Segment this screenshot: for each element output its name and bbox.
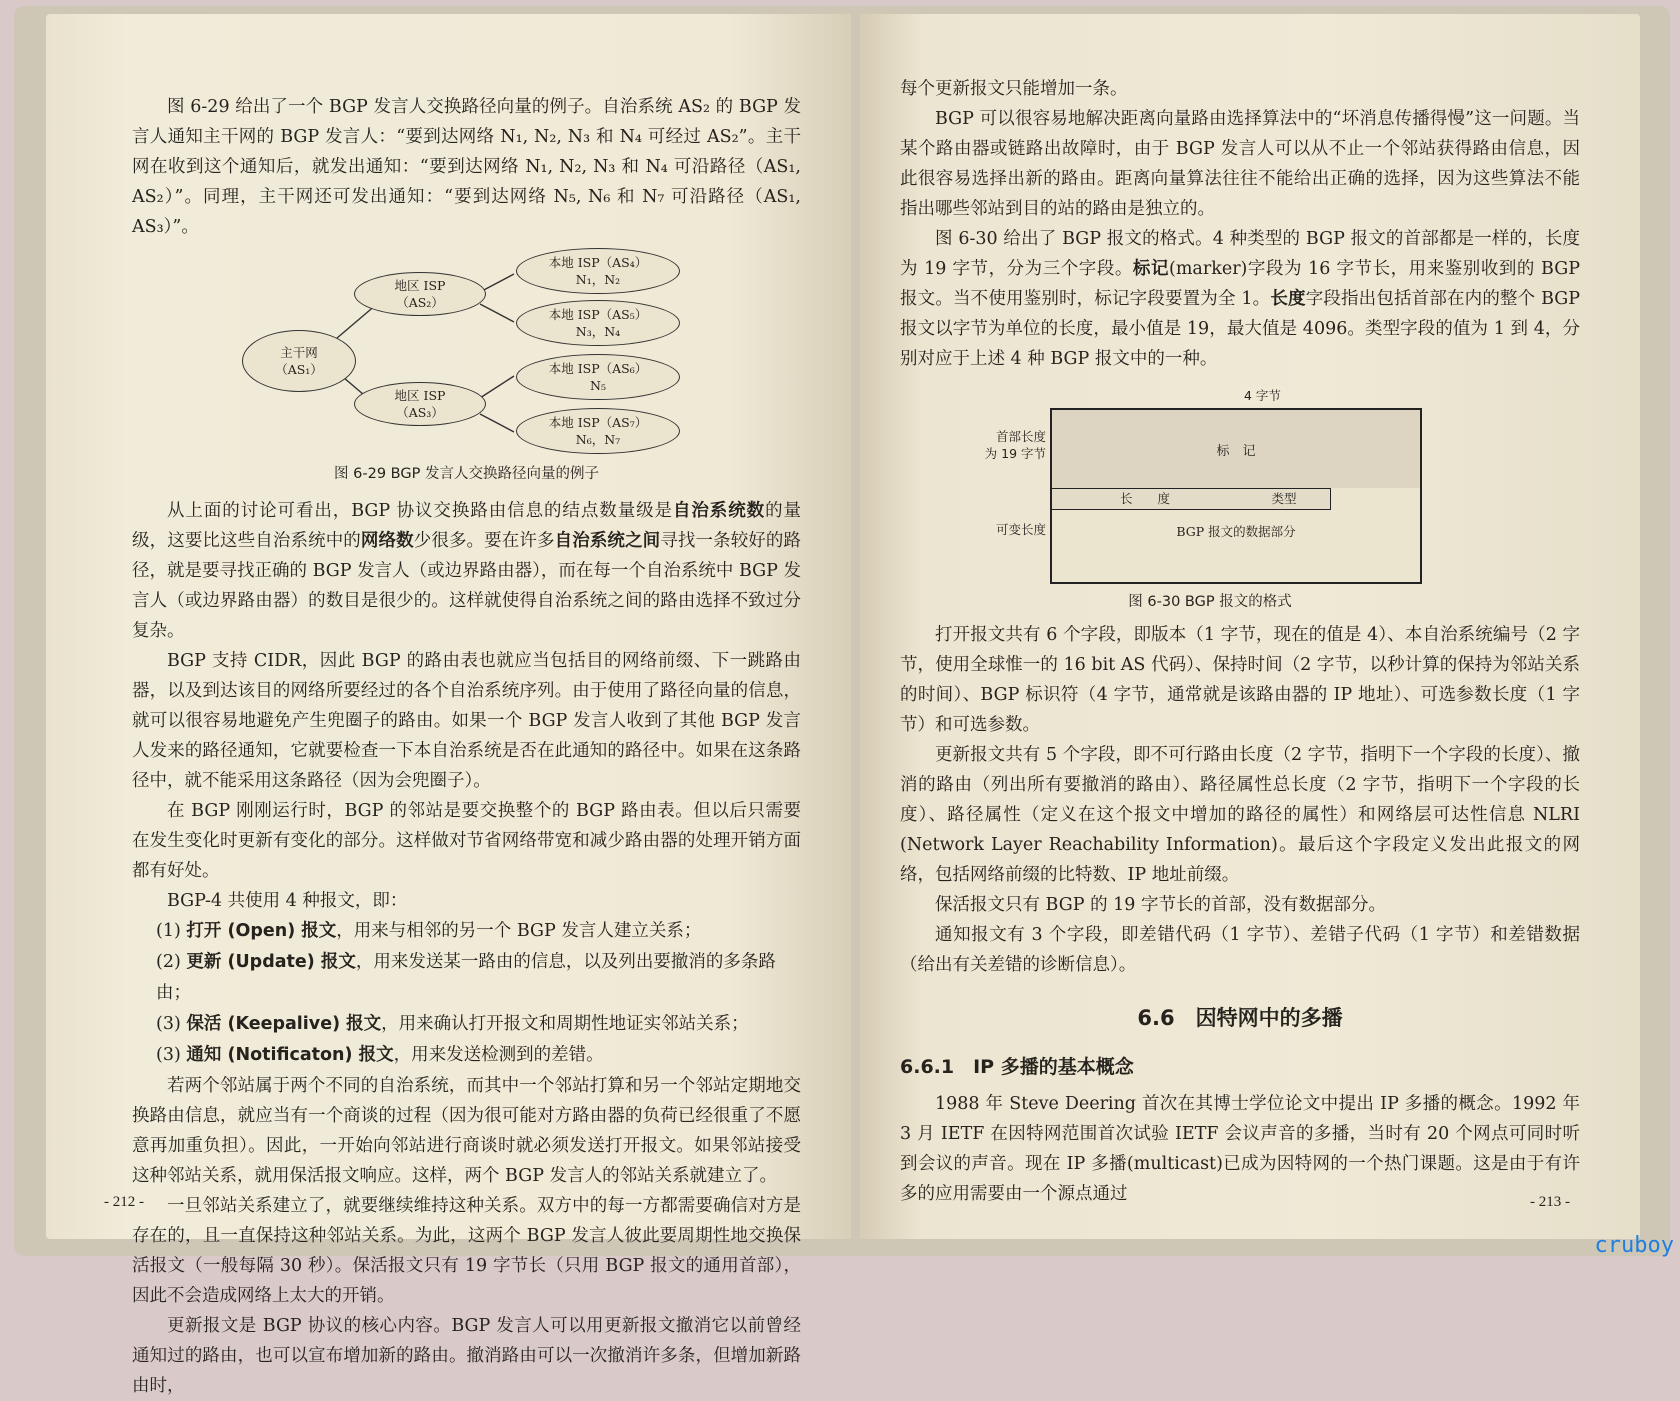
paragraph: BGP 支持 CIDR，因此 BGP 的路由表也就应当包括目的网络前缀、下一跳路由器，以及到达该目的网络所要经过的各个自治系统序列。由于使用了路径向量的信息，就可以很容易地避免产生兜圈子的路由。如果一个 BGP 发言人收到了其他 BGP 发言人发来的路径通知，它就要检查一下本自治系统是否在此通知的路径中。如果在这条路径中，就不能采用这条路径（因为会兜圈子）。 <box>132 651 801 791</box>
paragraph: 在 BGP 刚刚运行时，BGP 的邻站是要交换整个的 BGP 路由表。但以后只需要在发生变化时更新有变化的部分。这样做对节省网络带宽和减少路由器的处理开销方面都有好处。 <box>132 801 801 881</box>
message-type-list <box>132 916 801 1071</box>
paragraph <box>900 224 1580 374</box>
bold-term: 自治系统数 <box>672 501 766 521</box>
list-item <box>132 1040 801 1071</box>
bold-term: 自治系统之间 <box>554 531 661 551</box>
subsection-title: 6.6.1 IP 多播的基本概念 <box>900 1056 1134 1078</box>
list-number: (1) <box>156 921 181 941</box>
type-field-label: 类型 <box>1271 491 1297 506</box>
paragraph: 若两个邻站属于两个不同的自治系统，而其中一个邻站打算和另一个邻站定期地交换路由信息，就应当有一个商谈的过程（因为很可能对方路由器的负荷已经很重了不愿意再加重负担）。因此，一开始向邻站进行商谈时就必须发送打开报文。如果邻站接受这种邻站关系，就用保活报文响应。这样，两个 BGP 发言人的邻站关系就建立了。 <box>132 1076 801 1186</box>
node-label: N₅ <box>590 378 606 393</box>
paragraph: BGP 可以很容易地解决距离向量路由选择算法中的“坏消息传播得慢”这一问题。当某个路由器或链路出故障时，由于 BGP 发言人可以从不止一个邻站获得路由信息，因此很容易选择出新的路由。距离向量算法往往不能给出正确的选择，因为这些算法不能指出哪些邻站到目的站的路由是独立的。 <box>900 109 1580 219</box>
node-label: （AS₁） <box>275 362 323 377</box>
right-page <box>860 14 1640 1239</box>
node-label: （AS₃） <box>396 405 444 420</box>
list-number: (3) <box>156 1045 181 1065</box>
bold-term: 标记 <box>1132 259 1170 279</box>
data-field <box>1052 522 1420 540</box>
node-label: 本地 ISP（AS₆） <box>548 361 648 376</box>
list-item <box>132 947 801 1009</box>
figure-caption: 图 6-29 BGP 发言人交换路径向量的例子 <box>334 466 599 482</box>
format-box <box>1050 408 1422 584</box>
connector-line <box>480 274 514 292</box>
paragraph <box>132 496 801 646</box>
connector-line <box>480 414 514 432</box>
local-isp-as4-node <box>516 248 680 294</box>
list-number: (3) <box>156 1014 181 1034</box>
bold-term: 打开 (Open) 报文 <box>186 921 337 941</box>
text-run: ，用来确认打开报文和周期性地证实邻站关系； <box>381 1014 749 1034</box>
paragraph: 更新报文共有 5 个字段，即不可行路由长度（2 字节，指明下一个字段的长度）、撤消的路由（列出所有要撤消的路由）、路径属性总长度（2 字节，指明下一个字段的长度）、路径属性（定义在这个报文中增加的路径的属性）和网络层可达性信息 NLRI (Network Layer Reachability Information)。最后这个字段定义发出此报文的网络，包括网络前缀的比特数、IP 地址前缀。 <box>900 745 1580 885</box>
list-number: (2) <box>156 952 181 972</box>
page-number: - 212 - <box>104 1194 144 1210</box>
text-run: 图 6-30 给出了 BGP 报文的格式。4 种类型的 BGP 报文的首部都是一样的，长度为 19 字节，分为三个字段。 <box>900 229 1580 279</box>
connector-line <box>480 304 514 322</box>
node-label: 地区 ISP <box>394 388 446 403</box>
label-line: 首部长度 <box>995 429 1046 444</box>
paragraph: 更新报文是 BGP 协议的核心内容。BGP 发言人可以用更新报文撤消它以前曾经通知过的路由，也可以宣布增加新的路由。撤消路由可以一次撤消许多条，但增加新路由时， <box>132 1316 801 1396</box>
page-number: - 213 - <box>1530 1194 1570 1210</box>
figure-caption: 图 6-30 BGP 报文的格式 <box>1128 594 1292 610</box>
marker-field-label: 标 记 <box>1216 443 1256 459</box>
text-run: ，用来发送检测到的差错。 <box>393 1045 604 1065</box>
backbone-node <box>242 330 356 392</box>
text-run: (marker)字段为 16 字节长，用来鉴别收到的 BGP 报文。当不使用鉴别时，标记字段要置为全 1。 <box>900 259 1581 309</box>
node-label: N₁，N₂ <box>575 272 621 287</box>
figure-6-30 <box>900 386 1580 610</box>
node-label: 本地 ISP（AS₇） <box>548 415 648 430</box>
width-arrow <box>1050 395 1420 396</box>
bold-term: 通知 (Notificaton) 报文 <box>186 1045 394 1065</box>
marker-field <box>1052 410 1420 488</box>
data-field-label: BGP 报文的数据部分 <box>1176 524 1296 539</box>
paragraph: 打开报文共有 6 个字段，即版本（1 字节，现在的值是 4）、本自治系统编号（2 字节，使用全球惟一的 16 bit AS 代码）、保持时间（2 字节，以秒计算的保持为邻站关系的时间）、BGP 标识符（4 字节，通常就是该路由器的 IP 地址）、可选参数长度（1 字节）和可选参数。 <box>900 625 1580 735</box>
text-run: 的量级，这要比这些自治系统中的 <box>132 501 801 551</box>
length-field <box>1052 488 1239 510</box>
text-run: ，用来与相邻的另一个 BGP 发言人建立关系； <box>336 921 702 941</box>
left-page <box>46 14 851 1396</box>
text-run: 从上面的讨论可看出，BGP 协议交换路由信息的结点数量级是 <box>167 501 673 521</box>
section-title: 6.6 因特网中的多播 <box>1137 1006 1343 1030</box>
local-isp-as7-node <box>516 408 680 454</box>
label-line: 为 19 字节 <box>984 446 1046 461</box>
node-label: N₆，N₇ <box>575 432 621 447</box>
regional-isp-as3-node <box>354 382 486 426</box>
node-label: N₃，N₄ <box>575 324 621 339</box>
watermark-text: cruboy <box>1594 1233 1674 1258</box>
top-width-label: 4 字节 <box>1240 386 1285 404</box>
paragraph: BGP-4 共使用 4 种报文，即： <box>167 891 408 911</box>
variable-length-label: 可变长度 <box>995 522 1046 537</box>
paragraph: 保活报文只有 BGP 的 19 字节长的首部，没有数据部分。 <box>935 895 1386 915</box>
node-label: 本地 ISP（AS₄） <box>548 255 648 270</box>
type-field <box>1238 488 1331 510</box>
bold-term: 更新 (Update) 报文 <box>186 952 356 972</box>
local-isp-as6-node <box>516 354 680 400</box>
connector-line <box>480 376 514 398</box>
paragraph: 每个更新报文只能增加一条。 <box>900 79 1128 99</box>
list-item <box>132 916 801 947</box>
node-label: 本地 ISP（AS₅） <box>548 307 648 322</box>
node-label: 地区 ISP <box>394 278 446 293</box>
text-run: 寻找一条较好的路径，就是要寻找正确的 BGP 发言人（或边界路由器），而在每一个自治系统中 BGP 发言人（或边界路由器）的数目是很少的。这样就使得自治系统之间的路由选择不致过分复杂。 <box>132 531 802 641</box>
node-label: 主干网 <box>280 345 318 360</box>
bold-term: 长度 <box>1270 289 1306 309</box>
local-isp-as5-node <box>516 300 680 346</box>
paragraph: 图 6-29 给出了一个 BGP 发言人交换路径向量的例子。自治系统 AS₂ 的 BGP 发言人通知主干网的 BGP 发言人：“要到达网络 N₁, N₂, N₃ 和 N₄ 可经过 AS₂”。主干网在收到这个通知后，就发出通知：“要到达网络 N₁, N₂, N₃ 和 N₄ 可沿路径（AS₁, AS₂）”。同理，主干网还可发出通知：“要到达网络 N₅, N₆ 和 N₇ 可沿路径（AS₁, AS₃）”。 <box>132 97 801 237</box>
regional-isp-as2-node <box>354 272 486 316</box>
node-label: （AS₂） <box>396 295 444 310</box>
paragraph: 1988 年 Steve Deering 首次在其博士学位论文中提出 IP 多播的概念。1992 年 3 月 IETF 在因特网范围首次试验 IETF 会议声音的多播，当时有 20 个网点可同时听到会议的声音。现在 IP 多播(multicast)已成为因特网的一个热门课题。这是由于有许多的应用需要由一个源点通过 <box>900 1094 1580 1204</box>
length-field-label: 长 度 <box>1119 491 1170 506</box>
paragraph: 一旦邻站关系建立了，就要继续维持这种关系。双方中的每一方都需要确信对方是存在的，且一直保持这种邻站关系。为此，这两个 BGP 发言人彼此要周期性地交换保活报文（一般每隔 30 秒）。保活报文只有 19 字节长（只用 BGP 报文的通用首部），因此不会造成网络上太大的开销。 <box>132 1196 801 1306</box>
figure-6-29 <box>132 248 801 488</box>
bold-term: 保活 (Keepalive) 报文 <box>186 1014 382 1034</box>
list-item <box>132 1009 801 1040</box>
header-length-label <box>966 428 1046 462</box>
bold-term: 网络数 <box>360 531 414 551</box>
text-run: ，用来发送某一路由的信息，以及列出要撤消的多条路由； <box>156 952 776 1003</box>
text-run: 少很多。要在许多 <box>413 531 555 551</box>
text-run: 字段指出包括首部在内的整个 BGP 报文以字节为单位的长度，最小值是 19，最大值是 4096。类型字段的值为 1 到 4，分别对应于上述 4 种 BGP 报文中的一种。 <box>900 289 1581 369</box>
paragraph: 通知报文有 3 个字段，即差错代码（1 字节）、差错子代码（1 字节）和差错数据（给出有关差错的诊断信息）。 <box>900 925 1580 975</box>
